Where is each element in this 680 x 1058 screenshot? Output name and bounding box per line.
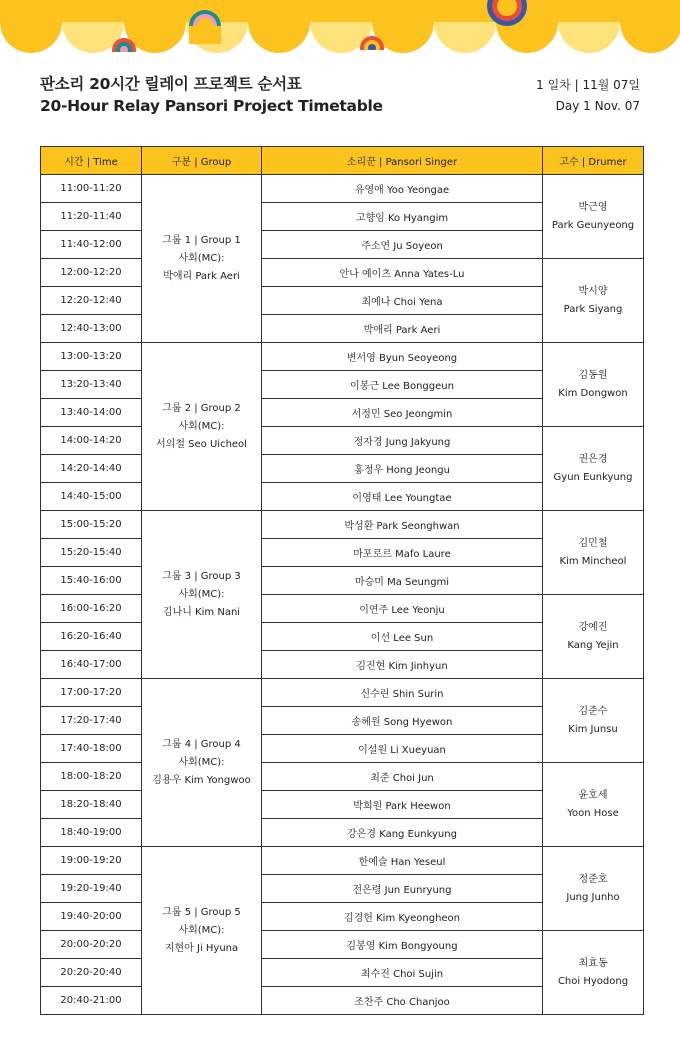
time-cell: 19:00-19:20 — [41, 847, 142, 875]
drummer-name-korean: 정준호 — [578, 873, 608, 885]
singer-cell: 조찬주 Cho Chanjoo — [262, 987, 543, 1015]
time-cell: 15:40-16:00 — [41, 567, 142, 595]
singer-cell: 고향임 Ko Hyangim — [262, 203, 543, 231]
time-cell: 20:20-20:40 — [41, 959, 142, 987]
mc-name: 지현아 Ji Hyuna — [164, 942, 239, 954]
title-block — [40, 73, 383, 117]
drummer-name-english: Jung Junho — [566, 891, 620, 903]
group-label: 그룹 3 | Group 3 — [162, 570, 241, 582]
mc-name: 김나니 Kim Nani — [162, 606, 241, 618]
drummer-name-english: Park Geunyeong — [551, 219, 635, 231]
singer-cell: 최예나 Choi Yena — [262, 287, 543, 315]
table-row — [41, 427, 644, 455]
day-label-korean: 1 일차 | 11월 07일 — [536, 78, 640, 92]
singer-cell: 송혜원 Song Hyewon — [262, 707, 543, 735]
group-label: 그룹 2 | Group 2 — [162, 402, 241, 414]
drummer-name-korean: 박시양 — [578, 285, 608, 297]
time-cell: 13:40-14:00 — [41, 399, 142, 427]
table-row — [41, 763, 644, 791]
group-cell — [142, 343, 262, 511]
singer-cell: 김진현 Kim Jinhyun — [262, 651, 543, 679]
table-row — [41, 343, 644, 371]
group-cell — [142, 175, 262, 343]
singer-cell: 박애리 Park Aeri — [262, 315, 543, 343]
drummer-cell — [543, 763, 644, 847]
group-label: 그룹 4 | Group 4 — [162, 738, 241, 750]
header-group: 구분 | Group — [142, 147, 262, 175]
group-label: 그룹 1 | Group 1 — [162, 234, 241, 246]
mc-label: 사회(MC): — [178, 924, 225, 936]
table-row — [41, 847, 644, 875]
time-cell: 19:40-20:00 — [41, 903, 142, 931]
time-cell: 11:20-11:40 — [41, 203, 142, 231]
mc-name: 서의철 Seo Uicheol — [156, 438, 247, 450]
table-header-row — [41, 147, 644, 175]
date-block — [536, 75, 640, 117]
title-korean: 판소리 20시간 릴레이 프로젝트 순서표 — [40, 75, 302, 93]
drummer-name-korean: 윤호세 — [578, 789, 608, 801]
drummer-name-english: Kim Dongwon — [558, 387, 628, 399]
drummer-name-english: Kang Yejin — [567, 639, 619, 651]
singer-cell: 안나 예이츠 Anna Yates-Lu — [262, 259, 543, 287]
singer-cell: 주소연 Ju Soyeon — [262, 231, 543, 259]
table-row — [41, 931, 644, 959]
drummer-name-english: Kim Junsu — [568, 723, 618, 735]
drummer-name-korean: 권은경 — [578, 453, 608, 465]
timetable-body — [41, 175, 644, 1015]
header-singer: 소리꾼 | Pansori Singer — [262, 147, 543, 175]
time-cell: 16:00-16:20 — [41, 595, 142, 623]
time-cell: 16:20-16:40 — [41, 623, 142, 651]
time-cell: 14:00-14:20 — [41, 427, 142, 455]
singer-cell: 마포로르 Mafo Laure — [262, 539, 543, 567]
drummer-cell — [543, 175, 644, 259]
title-english: 20-Hour Relay Pansori Project Timetable — [40, 97, 383, 115]
header-drummer: 고수 | Drumer — [543, 147, 644, 175]
drummer-name-english: Kim Mincheol — [559, 555, 627, 567]
mc-name: 김용우 Kim Yongwoo — [152, 774, 251, 786]
drummer-cell — [543, 931, 644, 1015]
drummer-name-korean: 강예진 — [578, 621, 608, 633]
time-cell: 17:00-17:20 — [41, 679, 142, 707]
time-cell: 15:00-15:20 — [41, 511, 142, 539]
singer-cell: 이봉근 Lee Bonggeun — [262, 371, 543, 399]
singer-cell: 이연주 Lee Yeonju — [262, 595, 543, 623]
singer-cell: 이설원 Li Xueyuan — [262, 735, 543, 763]
singer-cell: 김봉영 Kim Bongyoung — [262, 931, 543, 959]
awning-scallops — [0, 0, 680, 53]
time-cell: 11:40-12:00 — [41, 231, 142, 259]
table-row — [41, 259, 644, 287]
drummer-name-korean: 최효동 — [578, 957, 608, 969]
drummer-name-english: Park Siyang — [563, 303, 623, 315]
concentric-arc-ornament-left — [189, 10, 221, 44]
mc-label: 사회(MC): — [178, 252, 225, 264]
singer-cell: 박성환 Park Seonghwan — [262, 511, 543, 539]
singer-cell: 서정민 Seo Jeongmin — [262, 399, 543, 427]
group-cell — [142, 511, 262, 679]
drummer-name-english: Gyun Eunkyung — [553, 471, 633, 483]
table-row — [41, 595, 644, 623]
mc-label: 사회(MC): — [178, 756, 225, 768]
drummer-name-english: Yoon Hose — [567, 807, 619, 819]
singer-cell: 홍정우 Hong Jeongu — [262, 455, 543, 483]
time-cell: 14:20-14:40 — [41, 455, 142, 483]
singer-cell: 변서영 Byun Seoyeong — [262, 343, 543, 371]
drummer-name-korean: 박근영 — [578, 201, 608, 213]
singer-cell: 최수진 Choi Sujin — [262, 959, 543, 987]
time-cell: 18:20-18:40 — [41, 791, 142, 819]
singer-cell: 박희원 Park Heewon — [262, 791, 543, 819]
drummer-cell — [543, 847, 644, 931]
time-cell: 20:00-20:20 — [41, 931, 142, 959]
time-cell: 15:20-15:40 — [41, 539, 142, 567]
singer-cell: 이선 Lee Sun — [262, 623, 543, 651]
singer-cell: 이영태 Lee Youngtae — [262, 483, 543, 511]
table-row — [41, 679, 644, 707]
singer-cell: 강은경 Kang Eunkyung — [262, 819, 543, 847]
time-cell: 13:20-13:40 — [41, 371, 142, 399]
mc-label: 사회(MC): — [178, 420, 225, 432]
table-row — [41, 175, 644, 203]
time-cell: 17:20-17:40 — [41, 707, 142, 735]
drummer-name-korean: 김준수 — [578, 705, 608, 717]
drummer-name-english: Choi Hyodong — [557, 975, 629, 987]
time-cell: 11:00-11:20 — [41, 175, 142, 203]
singer-cell: 전은령 Jun Eunryung — [262, 875, 543, 903]
time-cell: 14:40-15:00 — [41, 483, 142, 511]
drummer-name-korean: 김동원 — [578, 369, 608, 381]
group-cell — [142, 847, 262, 1015]
day-label-english: Day 1 Nov. 07 — [555, 99, 640, 113]
mc-name: 박애리 Park Aeri — [163, 270, 240, 282]
header-time: 시간 | Time — [41, 147, 142, 175]
table-row — [41, 511, 644, 539]
time-cell: 13:00-13:20 — [41, 343, 142, 371]
drummer-cell — [543, 679, 644, 763]
singer-cell: 정자경 Jung Jakyung — [262, 427, 543, 455]
singer-cell: 한예슬 Han Yeseul — [262, 847, 543, 875]
time-cell: 16:40-17:00 — [41, 651, 142, 679]
singer-cell: 김경헌 Kim Kyeongheon — [262, 903, 543, 931]
drummer-cell — [543, 427, 644, 511]
time-cell: 12:20-12:40 — [41, 287, 142, 315]
mc-label: 사회(MC): — [178, 588, 225, 600]
decorative-awning-banner — [0, 0, 680, 62]
drummer-cell — [543, 595, 644, 679]
singer-cell: 마승미 Ma Seungmi — [262, 567, 543, 595]
time-cell: 18:00-18:20 — [41, 763, 142, 791]
singer-cell: 신수린 Shin Surin — [262, 679, 543, 707]
time-cell: 19:20-19:40 — [41, 875, 142, 903]
drummer-cell — [543, 511, 644, 595]
singer-cell: 유영애 Yoo Yeongae — [262, 175, 543, 203]
drummer-cell — [543, 343, 644, 427]
group-label: 그룹 5 | Group 5 — [162, 906, 241, 918]
time-cell: 17:40-18:00 — [41, 735, 142, 763]
timetable — [40, 146, 644, 1015]
drummer-cell — [543, 259, 644, 343]
drummer-name-korean: 김민철 — [578, 537, 608, 549]
time-cell: 20:40-21:00 — [41, 987, 142, 1015]
time-cell: 12:00-12:20 — [41, 259, 142, 287]
group-cell — [142, 679, 262, 847]
singer-cell: 최준 Choi Jun — [262, 763, 543, 791]
time-cell: 18:40-19:00 — [41, 819, 142, 847]
time-cell: 12:40-13:00 — [41, 315, 142, 343]
